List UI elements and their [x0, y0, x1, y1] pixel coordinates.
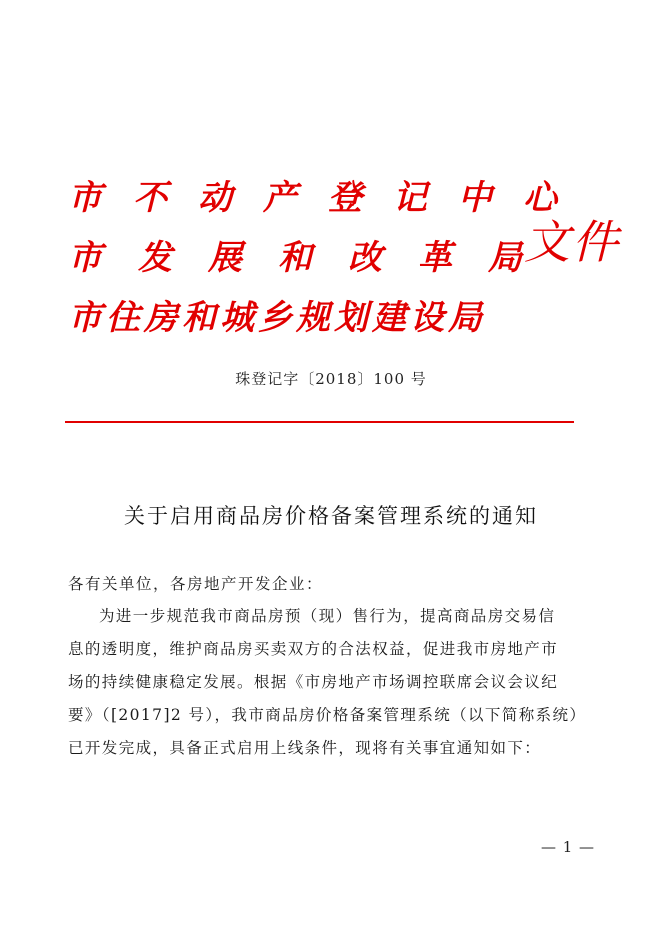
issuer-housing-urban-rural-bureau: 市住房和城乡规划建设局	[68, 298, 486, 338]
issuer-real-estate-registration-center: 市不动产登记中心	[68, 178, 588, 218]
paragraph-line: 为进一步规范我市商品房预（现）售行为，提高商品房交易信	[99, 607, 556, 625]
salutation: 各有关单位，各房地产开发企业：	[68, 575, 324, 593]
paragraph-line: 息的透明度，维护商品房买卖双方的合法权益，促进我市房地产市	[68, 640, 559, 658]
paragraph-line: 场的持续健康稳定发展。根据《市房地产市场调控联席会议会议纪	[68, 673, 559, 691]
paragraph-line: 已开发完成，具备正式启用上线条件，现将有关事宜通知如下：	[68, 739, 542, 757]
document-number: 珠登记字〔2018〕100 号	[235, 370, 427, 388]
issuer-development-reform-bureau: 市发展和改革局	[68, 238, 558, 278]
page-number: — 1 —	[540, 838, 596, 856]
notice-title: 关于启用商品房价格备案管理系统的通知	[124, 504, 538, 528]
red-divider-line	[65, 421, 574, 423]
document-label: 文件	[524, 215, 620, 269]
notice-body	[68, 568, 608, 765]
paragraph-line: 要》（[2017]2 号），我市商品房价格备案管理系统（以下简称系统）	[68, 706, 587, 724]
